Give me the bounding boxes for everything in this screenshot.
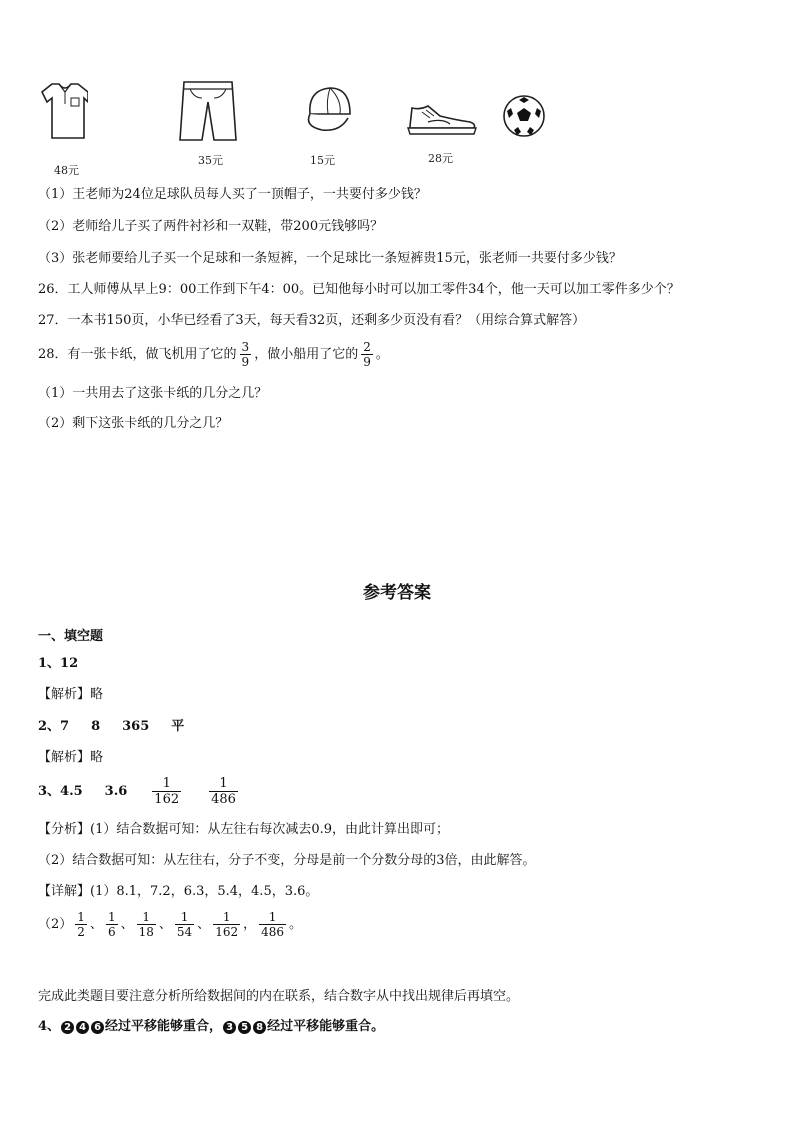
answer-2-analysis: 【解析】略 — [38, 750, 104, 765]
cap-price: 15元 — [310, 154, 335, 167]
question-28 — [38, 340, 389, 369]
answers-title: 参考答案 — [363, 583, 431, 603]
answer-3-analysis-1: 【分析】(1）结合数据可知：从左往右每次减去0.9，由此计算出即可； — [38, 822, 450, 837]
q28-fraction-boat — [361, 340, 373, 369]
answer-3-note: 完成此类题目要注意分析所给数据间的内在联系，结合数字从中找出规律后再填空。 — [38, 989, 520, 1004]
circled-number: 8 — [253, 1021, 266, 1034]
sneaker-icon — [406, 100, 478, 140]
circled-number: 4 — [76, 1021, 89, 1034]
q28-part2: （2）剩下这张卡纸的几分之几？ — [38, 416, 229, 431]
q28-prefix: 28．有一张卡纸，做飞机用了它的 — [38, 347, 237, 362]
answer-4-suffix: 经过平移能够重合。 — [267, 1019, 385, 1034]
answer-3-value-2: 3.6 — [104, 784, 128, 799]
q28-part1: （1）一共用去了这张卡纸的几分之几？ — [38, 386, 268, 401]
detail-fraction — [175, 910, 194, 939]
answer-2-value-3: 365 — [122, 719, 150, 734]
detail-fraction — [137, 910, 156, 939]
circled-number: 3 — [223, 1021, 236, 1034]
fraction-numerator: 1 — [137, 910, 156, 925]
fraction-numerator: 1 — [209, 776, 238, 792]
fraction-numerator: 1 — [77, 910, 85, 924]
q28-fraction-airplane — [240, 340, 252, 369]
circled-number: 6 — [91, 1021, 104, 1034]
fraction-denominator: 162 — [215, 925, 239, 939]
fraction-numerator: 1 — [152, 776, 181, 792]
fraction-numerator: 1 — [213, 910, 240, 925]
question-26: 26．工人师傅从早上9：00工作到下午4：00。已知他每小时可以加工零件34个，他一天可以加工零件多少个？ — [38, 282, 680, 297]
shorts-price: 35元 — [198, 154, 223, 167]
sneaker-price: 28元 — [428, 152, 453, 165]
q28-suffix: 。 — [375, 347, 389, 362]
fraction-numerator: 1 — [259, 910, 286, 925]
q25-part3: （3）张老师要给儿子买一个足球和一条短裤，一个足球比一条短裤贵15元，张老师一共要付多少钱？ — [38, 251, 622, 266]
answer-4-mid: 经过平移能够重合， — [105, 1019, 223, 1034]
detail-fraction — [213, 910, 240, 939]
fraction-denominator: 18 — [138, 925, 154, 939]
answer-4 — [38, 1018, 384, 1036]
detail-2-suffix: 。 — [289, 917, 303, 932]
detail-fraction — [106, 910, 118, 939]
section-fill-in-title: 一、填空题 — [38, 629, 104, 644]
q25-part1: （1）王老师为24位足球队员每人买了一顶帽子，一共要付多少钱？ — [38, 187, 427, 202]
fraction-denominator: 486 — [261, 925, 285, 939]
fraction-denominator: 162 — [154, 792, 180, 807]
fraction-denominator: 9 — [363, 355, 371, 369]
answer-2 — [38, 718, 184, 736]
shorts-icon — [178, 80, 238, 148]
cap-icon — [300, 80, 360, 140]
fraction-separator: 、 — [158, 917, 172, 932]
q28-middle: ，做小船用了它的 — [254, 347, 359, 362]
answer-3 — [38, 776, 241, 807]
fraction-numerator: 1 — [107, 910, 116, 924]
fraction-denominator: 2 — [77, 925, 85, 939]
answer-3-value-1: 3、4.5 — [38, 784, 83, 799]
fraction-separator: 、 — [120, 917, 134, 932]
answer-1-analysis: 【解析】略 — [38, 687, 104, 702]
q25-part2: （2）老师给儿子买了两件衬衫和一双鞋，带200元钱够吗？ — [38, 219, 384, 234]
soccer-ball-icon — [502, 94, 546, 142]
circled-number: 5 — [238, 1021, 251, 1034]
fraction-separator: ， — [243, 917, 257, 932]
fraction-separator: 、 — [89, 917, 103, 932]
answer-3-detail-2 — [38, 910, 302, 939]
fraction-numerator: 1 — [175, 910, 194, 925]
fraction-separator: 、 — [197, 917, 211, 932]
shirt-icon — [38, 80, 88, 146]
answer-2-value-1: 2、7 — [38, 719, 70, 734]
detail-fraction — [75, 910, 87, 939]
answer-2-value-4: 平 — [171, 719, 185, 734]
fraction-denominator: 486 — [211, 792, 236, 807]
detail-2-prefix: （2） — [38, 917, 73, 932]
answer-3-fraction-1 — [152, 776, 181, 807]
answer-1: 1、12 — [38, 656, 79, 671]
fraction-denominator: 54 — [176, 925, 193, 939]
question-27: 27．一本书150页，小华已经看了3天，每天看32页，还剩多少页没有看？（用综合算式解答） — [38, 313, 586, 328]
fraction-denominator: 9 — [241, 355, 250, 369]
fraction-numerator: 3 — [241, 340, 250, 354]
answer-3-fraction-2 — [209, 776, 238, 807]
shirt-price: 48元 — [54, 164, 79, 177]
answer-4-prefix: 4、 — [38, 1019, 61, 1034]
answer-3-analysis-2: （2）结合数据可知：从左往右，分子不变，分母是前一个分数分母的3倍，由此解答。 — [38, 853, 536, 868]
answer-2-value-2: 8 — [91, 719, 101, 734]
fraction-numerator: 2 — [363, 340, 371, 354]
detail-fraction — [259, 910, 286, 939]
fraction-denominator: 6 — [107, 925, 116, 939]
product-images-row — [38, 80, 598, 175]
circled-number: 2 — [61, 1021, 74, 1034]
answer-3-detail-1: 【详解】(1）8.1，7.2，6.3，5.4，4.5，3.6。 — [38, 884, 319, 899]
